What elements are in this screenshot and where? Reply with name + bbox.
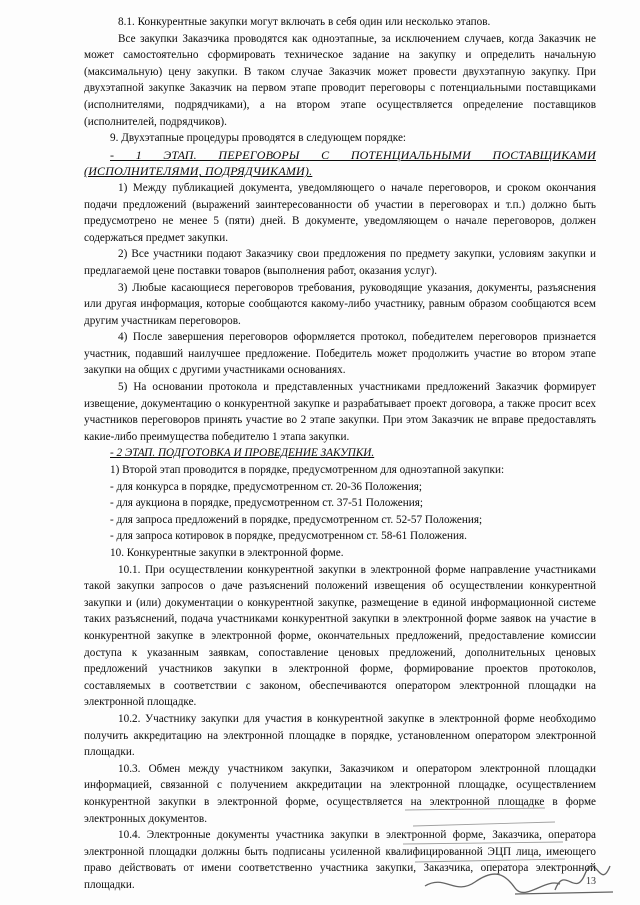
document-body <box>84 14 596 893</box>
paragraph-10-1: 10.1. При осуществлении конкурентной закупки в электронной форме направление участниками такой закупки запросов о даче разъяснений положений извещения об осуществлении конкурентной закупки и (или) документации о конкурентной закупке, размещение в единой информационной системе таких разъяснений, подача участниками конкурентной закупки в электронной форме заявок на участие в конкурентной закупке в электронной форме, окончательных предложений, предоставление комиссии доступа к указанным заявкам, сопоставление ценовых предложений, дополнительных ценовых предложений участников закупки в электронной форме, формирование проектов протоколов, составляемых в соответствии с законом, обеспечиваются оператором электронной площадки на электронной площадке. <box>84 563 596 709</box>
stage-1-item-4: 4) После завершения переговоров оформляется протокол, победителем переговоров признается участник, подавший наилучшее предложение. Победитель может продолжить участие во втором этапе закупки на общих с другими участниками основаниях. <box>84 331 596 377</box>
list-item: - для конкурса в порядке, предусмотренном ст. 20-36 Положения; <box>110 480 423 493</box>
paragraph-8-1: 8.1. Конкурентные закупки могут включать в себя один или несколько этапов. <box>118 16 491 28</box>
page-number: 13 <box>586 876 596 887</box>
paragraph-10: 10. Конкурентные закупки в электронной форме. <box>110 547 344 559</box>
paragraph-10-3: 10.3. Обмен между участником закупки, Заказчиком и оператором электронной площадки информацией, связанной с получением аккредитации на электронной площадке, осуществлением конкурентной закупки в электронной форме, осуществляется на электронной площадке в форме электронных документов. <box>84 762 596 825</box>
list-item: - для запроса предложений в порядке, предусмотренном ст. 52-57 Положения; <box>110 513 483 526</box>
stage-1-item-5: 5) На основании протокола и представленных участниками предложений Заказчик формирует извещение, документацию о конкурентной закупке и разрабатывает проект договора, а также просит всех участников переговоров принять участие во 2 этапе закупки. При этом Заказчик не вправе предоставлять какие-либо преимущества победителю 1 этапа закупки. <box>84 381 596 443</box>
stage-2-procedure-list <box>84 479 596 545</box>
paragraph-10-2: 10.2. Участнику закупки для участия в конкурентной закупке в электронной форме необходимо получить аккредитацию на электронной площадке в порядке, установленном оператором электронной площадки. <box>84 712 596 759</box>
list-item: - для запроса котировок в порядке, предусмотренном ст. 58-61 Положения. <box>110 530 467 543</box>
stage-1-heading: - 1 ЭТАП. ПЕРЕГОВОРЫ С ПОТЕНЦИАЛЬНЫМИ ПОСТАВЩИКАМИ (ИСПОЛНИТЕЛЯМИ, ПОДРЯДЧИКАМИ). <box>84 147 596 179</box>
stage-1-item-1: 1) Между публикацией документа, уведомляющего о начале переговоров, и сроком окончания подачи предложений (выражений заинтересованности об участии в переговорах и т.п.) должно быть предусмотрено не менее 5 (пяти) дней. В документе, уведомляющем о начале переговоров, должен содержаться предмет закупки. <box>84 181 596 244</box>
paragraph-two-stage-intro: Все закупки Заказчика проводятся как одноэтапные, за исключением случаев, когда Заказчик не может самостоятельно сформировать техническое задание на закупку и определить начальную (максимальную) цену закупки. В таком случае Заказчик может провести двухэтапную закупку. При двухэтапной закупке Заказчик на первом этапе проводит переговоры с потенциальными поставщиками (исполнителями, подрядчиками), а на втором этапе осуществляется определение поставщиков (исполнителей, подрядчиков). <box>84 32 596 128</box>
stage-2-heading: - 2 ЭТАП. ПОДГОТОВКА И ПРОВЕДЕНИЕ ЗАКУПКИ. <box>110 447 375 460</box>
paragraph-10-4: 10.4. Электронные документы участника закупки в электронной форме, Заказчика, оператора электронной площадки должны быть подписаны усиленной квалифицированной ЭЦП лица, имеющего право действовать от имени соответственно участника закупки, Заказчика, оператора электронной площадки. <box>84 829 596 891</box>
stage-1-item-2: 2) Все участники подают Заказчику свои предложения по предмету закупки, условиям закупки и предлагаемой цене поставки товаров (выполнения работ, оказания услуг). <box>84 248 596 277</box>
paragraph-9: 9. Двухэтапные процедуры проводятся в следующем порядке: <box>110 132 407 145</box>
stage-2-item-1: 1) Второй этап проводится в порядке, предусмотренном для одноэтапной закупки: <box>110 464 505 477</box>
stage-1-item-3: 3) Любые касающиеся переговоров требования, руководящие указания, документы, разъяснения или другая информация, которые сообщаются какому-либо участнику, равным образом сообщаются всем другим участникам переговоров. <box>84 281 596 327</box>
list-item: - для аукциона в порядке, предусмотренном ст. 37-51 Положения; <box>110 497 423 510</box>
